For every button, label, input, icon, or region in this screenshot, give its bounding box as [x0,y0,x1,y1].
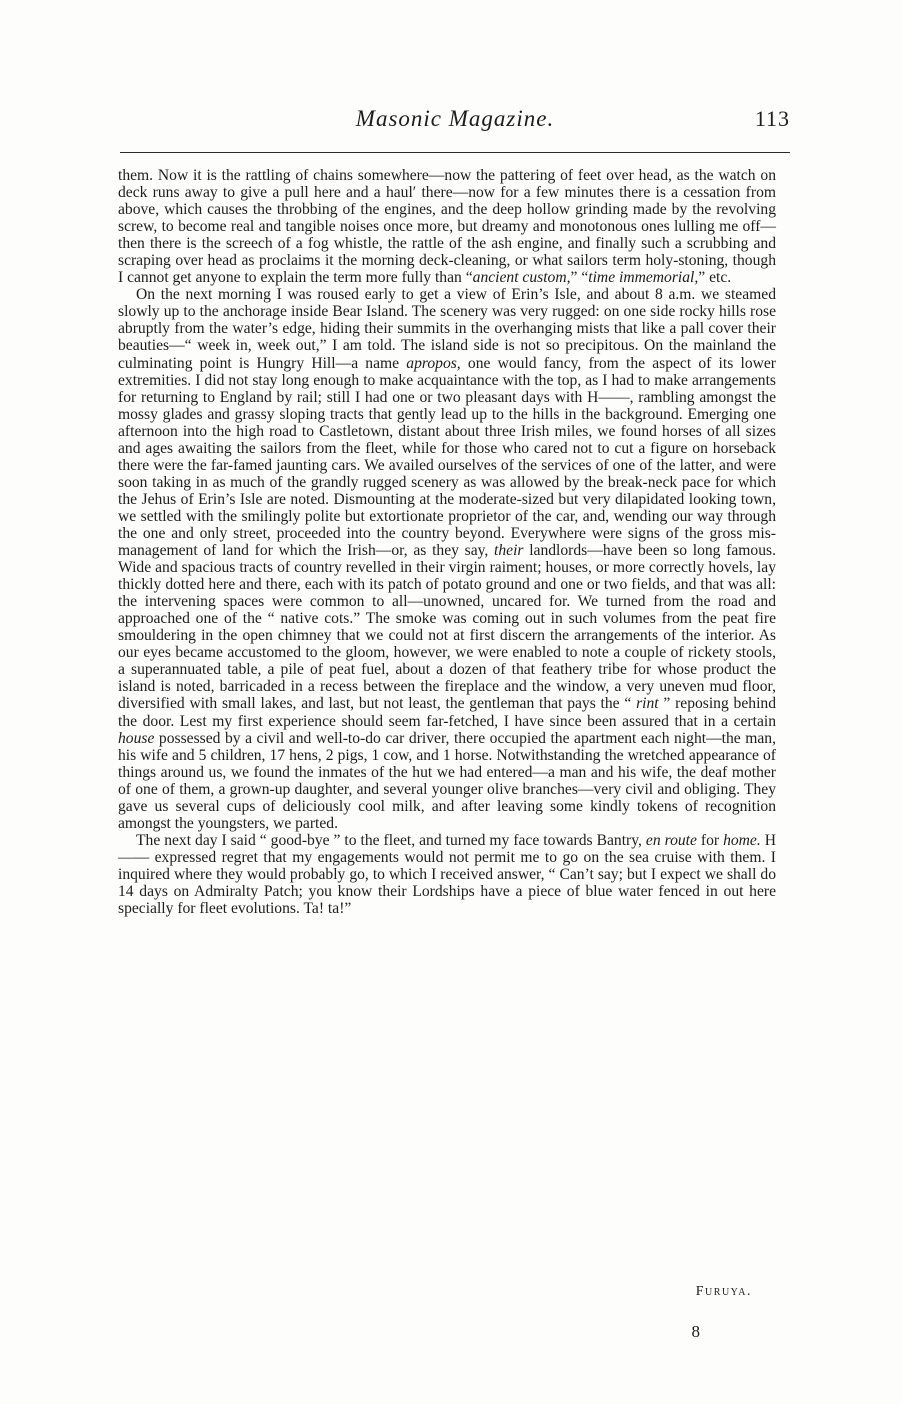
italic-segment: ancient custom, [472,269,571,287]
signature-mark: 8 [691,1322,700,1341]
text-segment: one would fancy, from the aspect of its lower extremities. I did not stay long enough to make acquaintance with the top, as I had to make arrangements for returning to England by rail; still I had one or two pleasant days with H——, rambling amongst the mossy glades and grassy sloping tracts that gently lead up to the hills in the background. Emerging one afternoon into the high road to Castletown, distant about three Irish miles, we found horses of all sizes and ages awaiting the sailors from the fleet, while for those who cared not to cut a figure on horseback there were the far-famed jaunting cars. We availed ourselves of the services of one of the latter, and were soon taking in as much of the grandly rugged scenery as was allowed by the break-neck pace for which the Jehus of Erin’s Isle are noted. Dismounting at the moderate-sized but very dilapidated looking town, we settled with the smilingly polite but extortionate proprietor of the car, and, wending our way through the one and only street, proceeded into the country beyond. Everywhere were signs of the gross mis-management of land for which the Irish—or, as they say, [118,354,776,560]
text-segment: ” “ [570,269,589,287]
paragraph [118,286,776,832]
text-segment: The next day I said “ good-bye ” to the fleet, and turned my face towards Bantry, [136,831,646,849]
page-number: 113 [754,106,790,131]
text-segment: H—— expressed regret that my engagements would not permit me to go on the sea cruise with them. I inquired where they would probably go, to which I received answer, “ Can’t say; but I expect we shall do 14 days on Admiralty Patch; you know their Lordships have a piece of blue water fenced in out here specially for fleet evolutions. Ta! ta!” [118,831,776,918]
text-segment: possessed by a civil and well-to-do car driver, there occupied the apartment each night—the man, his wife and 5 children, 17 hens, 2 pigs, 1 cow, and 1 horse. Notwithstanding the wretched appearance of things around us, we found the inmates of the hut we had entered—a man and his wife, the deaf mother of one of them, a grown-up daughter, and several younger olive branches—very civil and obliging. They gave us several cups of deliciously cool milk, and after leaving some kindly tokens of recognition amongst the youngsters, we parted. [118,729,776,832]
paragraph [118,167,776,286]
article-body [118,167,776,917]
italic-segment: home. [723,831,761,849]
italic-segment: house [118,729,155,747]
author-signature: Furuya. [695,1284,752,1299]
journal-title: Masonic Magazine. [355,106,555,131]
header-rule [120,152,790,153]
italic-segment: rint [636,695,659,713]
text-segment: them. Now it is the rattling of chains somewhere—now the pattering of feet over head, as the watch on deck runs away to give a pull here and a haul′ there—now for a few minutes there is a cessation from above, which causes the throbbing of the engines, and the deep hollow grinding made by the revolving screw, to become real and tangible noises once more, but dreamy and monotonous ones lulling me off—then there is the screech of a fog whistle, the rattle of the ash engine, and finally such a scrubbing and scraping over head as proclaims it the morning deck-cleaning, or what sailors term holy-stoning, though I cannot get anyone to explain the term more fully than “ [118,167,776,287]
text-segment: ” reposing behind the door. Lest my first experience should seem far-fetched, I have since been assured that in a certain [118,695,776,730]
text-segment: for [696,831,724,849]
italic-segment: time immemorial, [588,269,699,287]
italic-segment: en route [645,831,697,849]
text-segment: landlords—have been so long famous. Wide and spacious tracts of country revelled in their virgin raiment; houses, or more correctly hovels, lay thickly dotted here and there, each with its patch of potato ground and one or two fields, and that was all: the intervening spaces were common to all—unowned, uncared for. We turned from the road and approached one of the “ native cots.” The smoke was coming out in such volumes from the peat fire smouldering in the open chimney that we could not at first discern the arrangements of the interior. As our eyes became accustomed to the gloom, however, we were enabled to note a couple of rickety stools, a superannuated table, a pile of peat fuel, about a dozen of that feathery tribe for whose product the island is noted, barricaded in a recess between the fireplace and the window, a very uneven mud floor, diversified with small lakes, and last, but not least, the gentleman that pays the “ [118,542,776,713]
running-head [120,106,790,136]
text-segment: ” etc. [698,269,732,287]
text-segment: On the next morning I was roused early to get a view of Erin’s Isle, and about 8 a.m. we steamed slowly up to the anchorage inside Bear Island. The scenery was very rugged: on one side rocky hills rose abruptly from the water’s edge, hiding their summits in the overhanging mists that like a pall cover their beauties—“ week in, week out,” I am told. The island side is not so precipitous. On the mainland the culminating point is Hungry Hill—a name [118,286,776,372]
paragraph [118,832,776,917]
italic-segment: apropos, [406,354,461,372]
italic-segment: their [494,542,524,560]
